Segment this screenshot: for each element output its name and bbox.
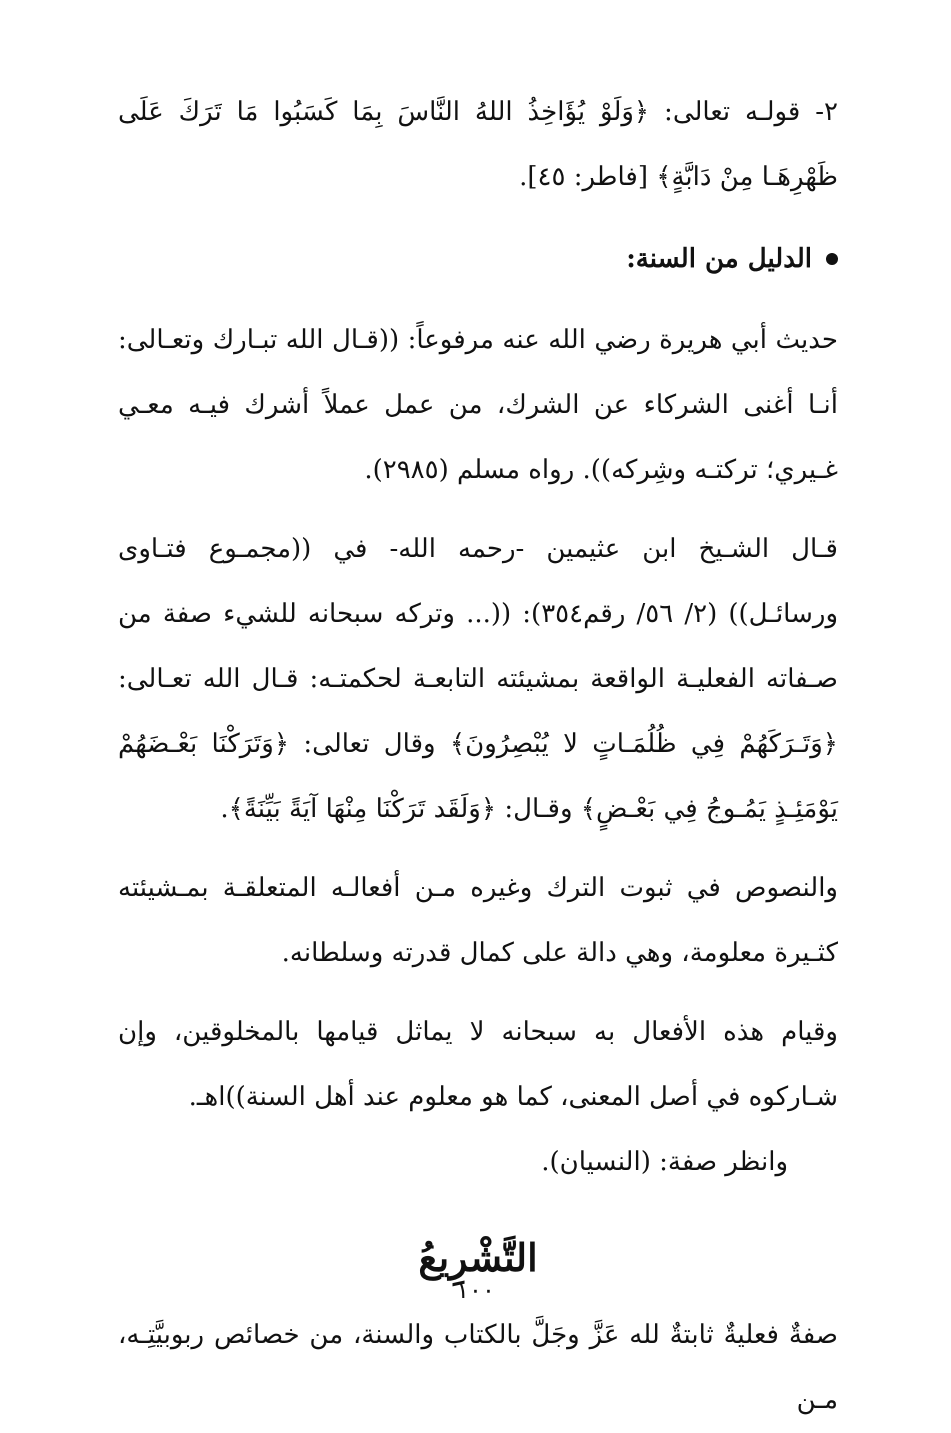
bullet-icon	[826, 253, 838, 265]
section-title: التَّشْرِيعُ	[418, 1235, 538, 1280]
paragraph-texts: والنصوص في ثبوت الترك وغيره مـن أفعالـه المتعلقـة بمـشيئته كثـيرة معلومة، وهي دالة على كمال قدرته وسلطانه.	[118, 873, 838, 968]
sunnah-evidence-heading	[118, 224, 838, 294]
paragraph-quran-verse: ٢- قولـه تعالى: ﴿وَلَوْ يُؤَاخِذُ اللهُ النَّاسَ بِمَا كَسَبُوا مَا تَرَكَ عَلَى ظَهْرِهَـا مِنْ دَابَّةٍ﴾ [فاطر: ٤٥].	[118, 97, 838, 192]
page-body	[118, 80, 838, 1433]
paragraph-hadith: حديث أبي هريرة رضي الله عنه مرفوعاً: ((قـال الله تبـارك وتعـالى: أنـا أغنى الشركاء عن الشرك، من عمل عملاً أشرك فيـه معـي غـيري؛ تركتـه وشِركه)). رواه مسلم (٢٩٨٥).	[118, 325, 838, 485]
paragraph-actions: وقيام هذه الأفعال به سبحانه لا يماثل قيامها بالمخلوقين، وإن شـاركوه في أصل المعنى، كما هو معلوم عند أهل السنة))اهـ.	[118, 1017, 838, 1112]
heading-text: الدليل من السنة:	[626, 244, 812, 274]
paragraph-definition: صفةٌ فعليةٌ ثابتةٌ لله عَزَّ وجَلَّ بالكتاب والسنة، من خصائص ربوبيَّتِـه، مـن	[118, 1320, 838, 1415]
page-number: ١٠٠	[456, 1276, 495, 1304]
paragraph-ibn-uthaymeen: قـال الشـيخ ابن عثيمين -رحمه الله- في ((مجمـوع فتـاوى ورسائـل)) (٢/ ٥٦/ رقم٣٥٤): ((... وتركه سبحانه للشيء صفة من صـفاته الفعليـة الواقعة بمشيئته التابعـة لحكمتـه: قـال الله تعـالى: ﴿وَتَـرَكَهُمْ فِي ظُلُمَـاتٍ لا يُبْصِرُونَ﴾ وقال تعالى: ﴿وَتَرَكْنَا بَعْـضَهُمْ يَوْمَئِـذٍ يَمُـوجُ فِي بَعْـضٍ﴾ وقـال: ﴿وَلَقَد تَرَكْنَا مِنْهَا آيَةً بَيِّنَةً﴾.	[118, 534, 838, 824]
paragraph-see-also: وانظر صفة: (النسيان).	[541, 1147, 788, 1177]
